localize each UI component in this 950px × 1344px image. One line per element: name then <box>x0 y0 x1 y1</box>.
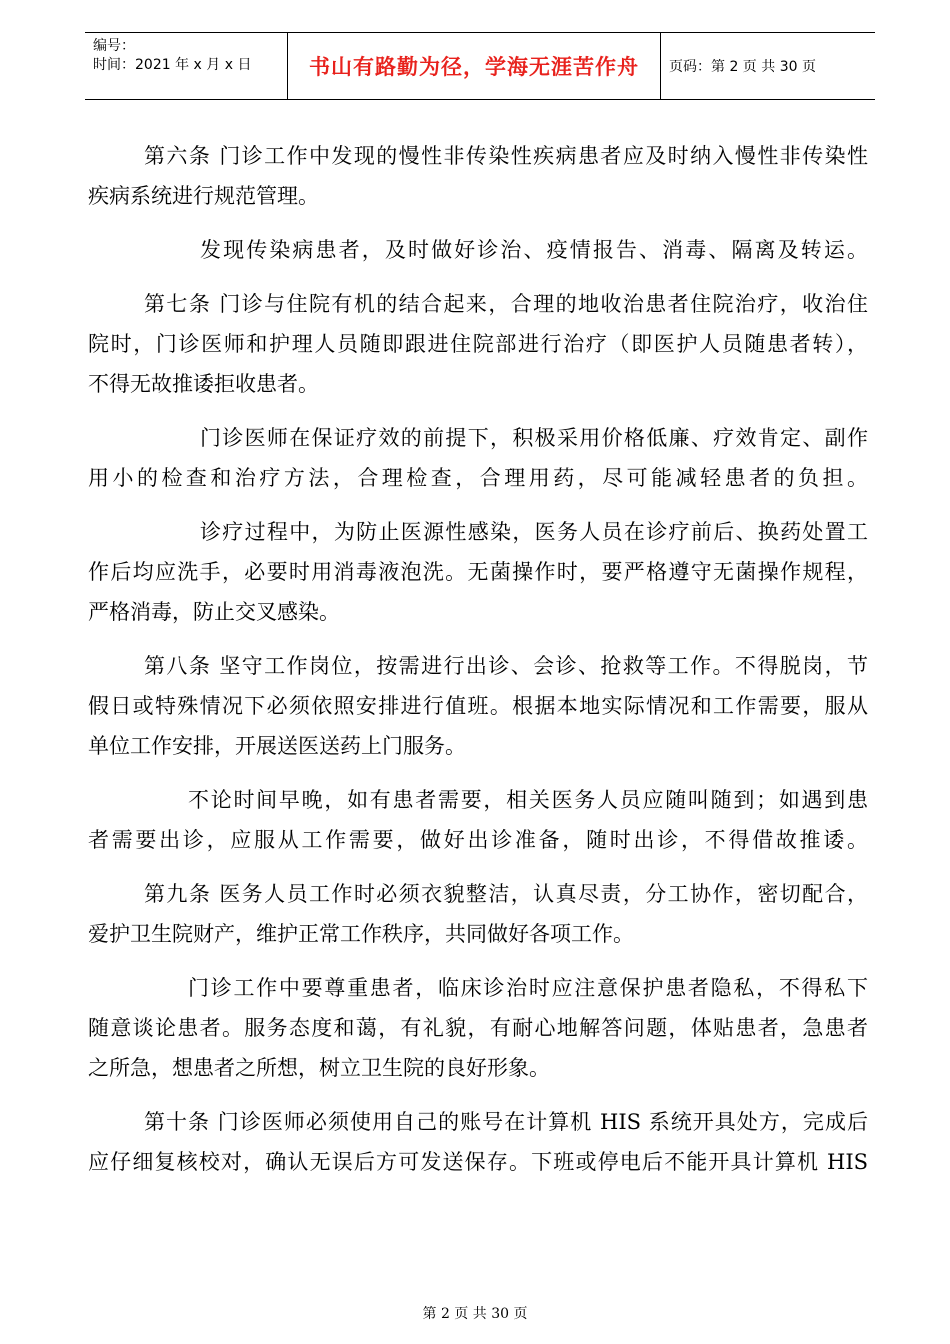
body-line: 不论时间早晚，如有患者需要，相关医务人员应随叫随到；如遇到患 <box>188 788 868 812</box>
body-line: 门诊工作中要尊重患者，临床诊治时应注意保护患者隐私，不得私下 <box>188 976 868 1000</box>
serial-label: 编号： <box>93 38 135 54</box>
body-line: 门诊医师在保证疗效的前提下，积极采用价格低廉、疗效肯定、副作 <box>200 426 868 450</box>
body-line: 单位工作安排，开展送医送药上门服务。 <box>88 734 466 758</box>
header-motto: 书山有路勤为径，学海无涯苦作舟 <box>287 33 661 99</box>
page-footer: 第 2 页 共 30 页 <box>422 1306 528 1322</box>
date-label: 时间：2021 年 x 月 x 日 <box>93 57 252 73</box>
body-line: 诊疗过程中，为防止医源性感染，医务人员在诊疗前后、换药处置工 <box>200 520 868 544</box>
body-line: 严格消毒，防止交叉感染。 <box>88 600 340 624</box>
body-line: 院时，门诊医师和护理人员随即跟进住院部进行治疗（即医护人员随患者转）， <box>88 332 868 356</box>
page-header <box>85 32 875 100</box>
body-line: 第十条 门诊医师必须使用自己的账号在计算机 HIS 系统开具处方，完成后 <box>144 1110 868 1134</box>
body-line: 第六条 门诊工作中发现的慢性非传染性疾病患者应及时纳入慢性非传染性 <box>144 144 868 168</box>
body-line: 疾病系统进行规范管理。 <box>88 184 319 208</box>
body-line: 之所急，想患者之所想，树立卫生院的良好形象。 <box>88 1056 550 1080</box>
body-line: 应仔细复核校对，确认无误后方可发送保存。下班或停电后不能开具计算机 HIS <box>88 1150 868 1174</box>
header-page-info: 页码：第 2 页 共 30 页 <box>669 59 816 75</box>
body-line: 者需要出诊，应服从工作需要，做好出诊准备，随时出诊，不得借故推诿。 <box>88 828 868 852</box>
body-line: 作后均应洗手，必要时用消毒液泡洗。无菌操作时，要严格遵守无菌操作规程， <box>88 560 868 584</box>
document-body <box>88 136 868 1182</box>
body-line: 随意谈论患者。服务态度和蔼，有礼貌，有耐心地解答问题，体贴患者，急患者 <box>88 1016 868 1040</box>
header-meta <box>85 33 287 99</box>
body-line: 第九条 医务人员工作时必须衣貌整洁，认真尽责，分工协作，密切配合， <box>144 882 868 906</box>
body-line: 爱护卫生院财产，维护正常工作秩序，共同做好各项工作。 <box>88 922 634 946</box>
body-line: 发现传染病患者，及时做好诊治、疫情报告、消毒、隔离及转运。 <box>200 238 868 262</box>
body-line: 第八条 坚守工作岗位，按需进行出诊、会诊、抢救等工作。不得脱岗，节 <box>144 654 868 678</box>
body-line: 假日或特殊情况下必须依照安排进行值班。根据本地实际情况和工作需要，服从 <box>88 694 868 718</box>
body-line: 第七条 门诊与住院有机的结合起来，合理的地收治患者住院治疗，收治住 <box>144 292 868 316</box>
body-line: 用小的检查和治疗方法，合理检查，合理用药，尽可能减轻患者的负担。 <box>88 466 868 490</box>
body-line: 不得无故推诿拒收患者。 <box>88 372 319 396</box>
